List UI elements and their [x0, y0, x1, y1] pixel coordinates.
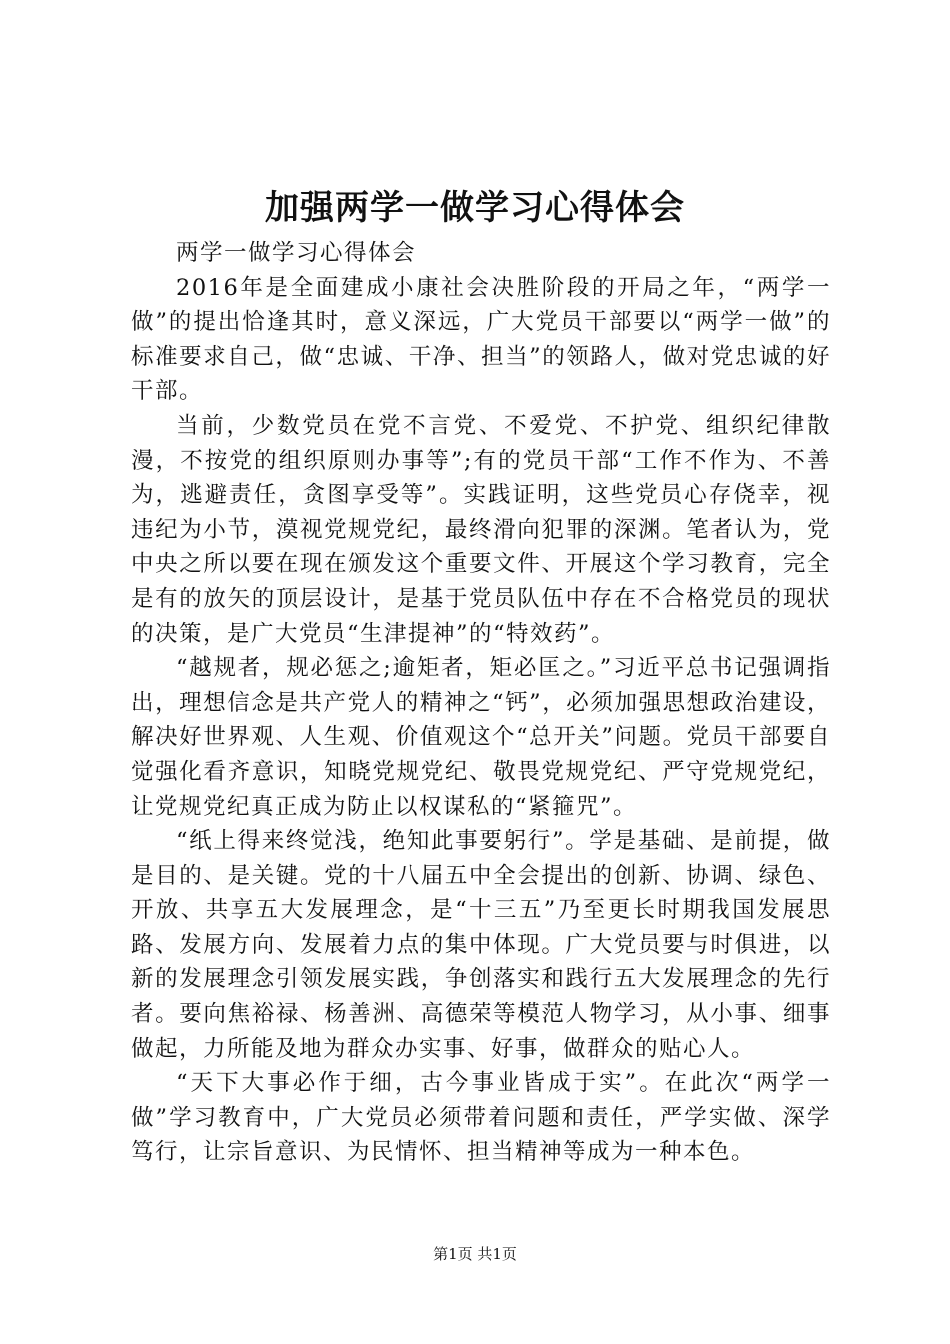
- paragraph-5: “天下大事必作于细，古今事业皆成于实”。在此次“两学一做”学习教育中，广大党员必须带着问题和责任，严学实做、深学笃行，让宗旨意识、为民情怀、担当精神等成为一种本色。: [131, 1070, 831, 1166]
- document-title: 加强两学一做学习心得体会: [265, 188, 685, 228]
- paragraph-4: “纸上得来终觉浅，绝知此事要躬行”。学是基础、是前提，做是目的、是关键。党的十八届五中全会提出的创新、协调、绿色、开放、共享五大发展理念，是“十三五”乃至更长时期我国发展思路、发展方向、发展着力点的集中体现。广大党员要与时俱进，以新的发展理念引领发展实践，争创落实和践行五大发展理念的先行者。要向焦裕禄、杨善洲、高德荣等模范人物学习，从小事、细事做起，力所能及地为群众办实事、好事，做群众的贴心人。: [131, 828, 831, 1062]
- page-footer: 第1页 共1页: [433, 1245, 517, 1263]
- paragraph-3: “越规者，规必惩之;逾矩者，矩必匡之。”习近平总书记强调指出，理想信念是共产党人的精神之“钙”，必须加强思想政治建设，解决好世界观、人生观、价值观这个“总开关”问题。党员干部要自觉强化看齐意识，知晓党规党纪、敬畏党规党纪、严守党规党纪，让党规党纪真正成为防止以权谋私的“紧箍咒”。: [131, 655, 831, 820]
- paragraph-2: 当前，少数党员在党不言党、不爱党、不护党、组织纪律散漫，不按党的组织原则办事等”;有的党员干部“工作不作为、不善为，逃避责任，贪图享受等”。实践证明，这些党员心存侥幸，视违纪为小节，漠视党规党纪，最终滑向犯罪的深渊。笔者认为，党中央之所以要在现在颁发这个重要文件、开展这个学习教育，完全是有的放矢的顶层设计，是基于党员队伍中存在不合格党员的现状的决策，是广大党员“生津提神”的“特效药”。: [131, 412, 831, 647]
- paragraph-1: 2016年是全面建成小康社会决胜阶段的开局之年，“两学一做”的提出恰逢其时，意义深远，广大党员干部要以“两学一做”的标准要求自己，做“忠诚、干净、担当”的领路人，做对党忠诚的好干部。: [131, 274, 831, 405]
- document-body: [131, 236, 831, 1170]
- document-subtitle: 两学一做学习心得体会: [176, 240, 417, 266]
